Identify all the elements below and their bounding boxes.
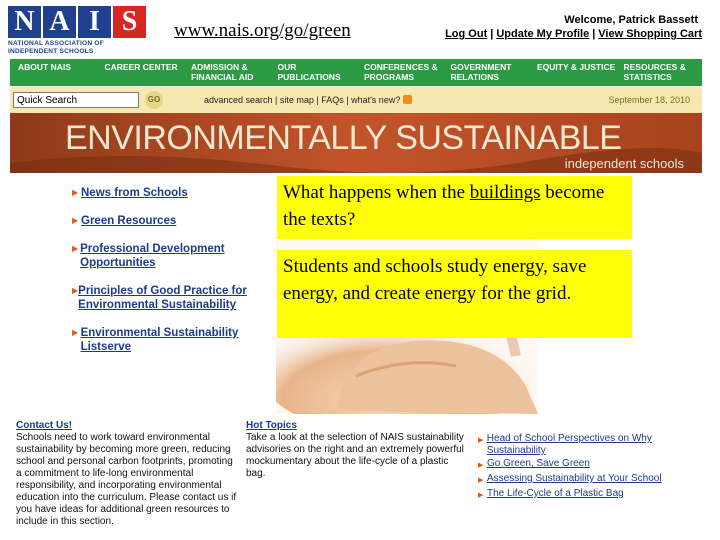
page-url: www.nais.org/go/green bbox=[174, 20, 351, 41]
green-resources-link[interactable]: Green Resources bbox=[81, 215, 177, 227]
hot-topics-text: Take a look at the selection of NAIS sustainability advisories on the right and an extremely powerful mockumentary about the life-cycle of a plastic bag. bbox=[246, 432, 464, 479]
contact-column bbox=[16, 420, 238, 528]
arrow-right-icon: ▶ bbox=[72, 328, 79, 337]
listserve-link[interactable]: Environmental Sustainability Listserve bbox=[80, 327, 239, 353]
nav-item-about[interactable]: ABOUT NAIS bbox=[18, 62, 71, 72]
quick-search-input[interactable] bbox=[13, 92, 139, 108]
main-nav bbox=[10, 59, 702, 86]
assessing-sustainability-link[interactable]: Assessing Sustainability at Your School bbox=[487, 473, 662, 484]
arrow-right-icon: ▶ bbox=[478, 462, 484, 469]
logo-letter-s: S bbox=[113, 6, 146, 38]
nav-item-admission[interactable]: ADMISSION & FINANCIAL AID bbox=[191, 62, 254, 82]
contact-heading[interactable]: Contact Us! bbox=[16, 420, 73, 431]
update-profile-link[interactable]: Update My Profile bbox=[496, 28, 590, 40]
arrow-right-icon: ▶ bbox=[72, 286, 79, 295]
list-item bbox=[478, 473, 708, 487]
page-banner bbox=[10, 113, 702, 173]
advisory-link-list bbox=[478, 433, 708, 503]
list-item bbox=[72, 326, 282, 354]
shopping-cart-link[interactable]: View Shopping Cart bbox=[598, 28, 702, 40]
left-link-list bbox=[72, 186, 282, 368]
logo-subtitle: NATIONAL ASSOCIATION OF INDEPENDENT SCHOOLS bbox=[8, 40, 104, 55]
rss-icon[interactable] bbox=[403, 95, 412, 104]
arrow-right-icon: ▶ bbox=[478, 437, 484, 444]
contact-text: Schools need to work toward environmental sustainability by becoming more green, reducing school and personal carbon footprints, promoting a commitment to life-long environmental responsibility, and incorporating environmental education into the curriculum. Please contact us if you have ideas for additional green resources to include in this section. bbox=[16, 432, 237, 527]
nav-item-career[interactable]: CAREER CENTER bbox=[104, 62, 178, 72]
nav-item-publications[interactable]: OUR PUBLICATIONS bbox=[277, 62, 341, 82]
welcome-message: Welcome, Patrick Bassett bbox=[564, 14, 698, 26]
nav-item-resources[interactable]: RESOURCES & STATISTICS bbox=[623, 62, 686, 82]
nav-item-government[interactable]: GOVERNMENT RELATIONS bbox=[450, 62, 512, 82]
principles-link[interactable]: Principles of Good Practice for Environmental Sustainability bbox=[78, 285, 247, 311]
list-item bbox=[478, 458, 708, 472]
logo-letter-a: A bbox=[43, 6, 76, 38]
logout-link[interactable]: Log Out bbox=[445, 28, 488, 40]
question-callout bbox=[277, 176, 632, 239]
utility-links-text[interactable]: advanced search | site map | FAQs | what's new? bbox=[204, 95, 401, 105]
list-item bbox=[478, 488, 708, 502]
logo-letter-n: N bbox=[8, 6, 41, 38]
news-from-schools-link[interactable]: News from Schools bbox=[81, 187, 188, 199]
banner-title: ENVIRONMENTALLY SUSTAINABLE bbox=[65, 119, 622, 157]
plastic-bag-link[interactable]: The Life-Cycle of a Plastic Bag bbox=[487, 488, 624, 499]
hot-topics-column bbox=[246, 420, 468, 480]
list-item bbox=[72, 242, 282, 270]
nav-item-equity[interactable]: EQUITY & JUSTICE bbox=[537, 62, 616, 72]
hot-topics-heading[interactable]: Hot Topics bbox=[246, 420, 297, 431]
user-links bbox=[445, 28, 702, 40]
arrow-right-icon: ▶ bbox=[478, 492, 484, 499]
list-item bbox=[72, 186, 282, 200]
arrow-right-icon: ▶ bbox=[72, 244, 79, 253]
separator: | bbox=[592, 28, 596, 40]
separator: | bbox=[490, 28, 494, 40]
arrow-right-icon: ▶ bbox=[72, 188, 79, 197]
head-of-school-link[interactable]: Head of School Perspectives on Why Sustainability bbox=[486, 433, 652, 456]
list-item bbox=[72, 214, 282, 228]
answer-callout: Students and schools study energy, save energy, and create energy for the grid. bbox=[277, 250, 632, 338]
question-text-end: become the texts? bbox=[283, 182, 605, 230]
search-go-button[interactable]: GO bbox=[145, 91, 163, 109]
utility-links bbox=[204, 95, 412, 105]
buildings-link[interactable]: buildings bbox=[469, 182, 541, 203]
current-date: September 18, 2010 bbox=[608, 95, 690, 105]
banner-subtitle: independent schools bbox=[564, 156, 684, 171]
nais-logo[interactable] bbox=[8, 6, 148, 54]
arrow-right-icon: ▶ bbox=[72, 216, 79, 225]
logo-letter-i: I bbox=[78, 6, 111, 38]
nav-item-conferences[interactable]: CONFERENCES & PROGRAMS bbox=[364, 62, 438, 82]
professional-development-link[interactable]: Professional Development Opportunities bbox=[80, 243, 225, 269]
search-bar bbox=[10, 87, 702, 113]
arrow-right-icon: ▶ bbox=[478, 477, 484, 484]
list-item bbox=[72, 284, 282, 312]
list-item bbox=[478, 433, 708, 457]
question-text-start: What happens when the bbox=[283, 182, 470, 203]
go-green-link[interactable]: Go Green, Save Green bbox=[487, 458, 590, 469]
